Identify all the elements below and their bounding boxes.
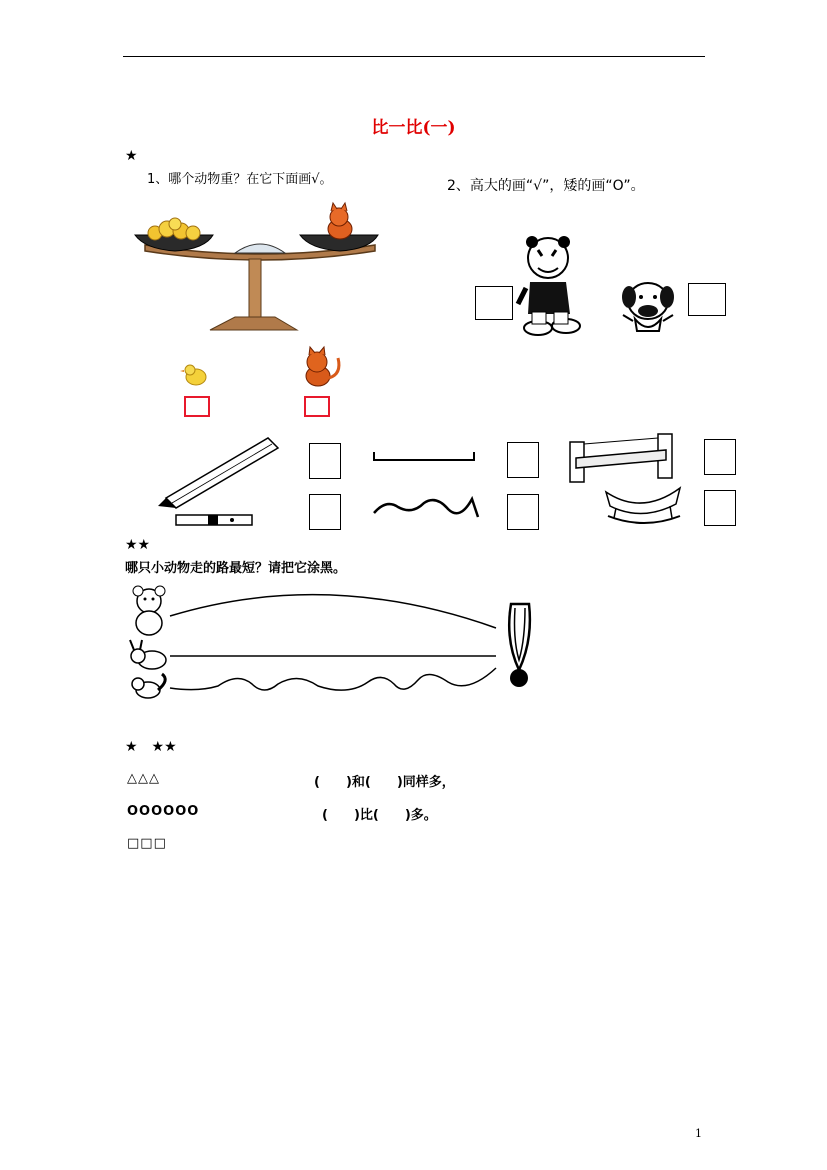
squirrel-icon [128,672,170,700]
tiger-icon [516,232,584,340]
medal-icon [503,600,537,692]
answer-box-cat[interactable] [304,396,330,417]
cradle-icon [600,482,686,528]
page-number: 1 [695,1127,702,1140]
squares-row: □□□ [127,836,167,851]
cat-icon [298,348,346,388]
straight-line-icon [372,450,477,464]
page-title: 比一比(一) [371,118,456,138]
wavy-line-icon [372,495,482,523]
answer-box-straight-line[interactable] [507,442,539,478]
balance-scale-illustration [135,205,385,340]
shortest-path-prompt: 哪只小动物走的路最短？请把它涂黑。 [125,561,347,576]
answer-box-chick[interactable] [184,396,210,417]
answer-box-long-pencil[interactable] [309,443,341,479]
answer-box-cradle[interactable] [704,490,736,526]
question-2-text: 2、高大的画“√”，矮的画“O”。 [447,178,645,194]
more-than-sentence: ( )比( )多。 [322,808,437,823]
triangles-row: △△△ [127,771,160,786]
bear-icon [126,585,172,637]
question-1-text: 1、哪个动物重？在它下面画√。 [147,172,333,187]
dog-icon [619,279,677,335]
answer-box-tiger[interactable] [475,286,513,320]
paths-illustration [168,588,504,698]
answer-box-short-pencil[interactable] [309,494,341,530]
answer-box-bed[interactable] [704,439,736,475]
bed-icon [566,432,678,484]
chick-icon [180,362,210,388]
rabbit-icon [126,640,170,672]
circles-row: OOOOOO [127,804,200,819]
header-rule [123,56,705,57]
same-amount-sentence: ( )和( )同样多， [314,775,455,790]
answer-box-wavy-line[interactable] [507,494,539,530]
answer-box-dog[interactable] [688,283,726,316]
difficulty-stars-2: ★★ [125,537,151,553]
difficulty-stars-3: ★ ★★ [125,739,177,755]
pencil-stub-icon [172,511,256,531]
difficulty-stars-1: ★ [125,148,138,164]
